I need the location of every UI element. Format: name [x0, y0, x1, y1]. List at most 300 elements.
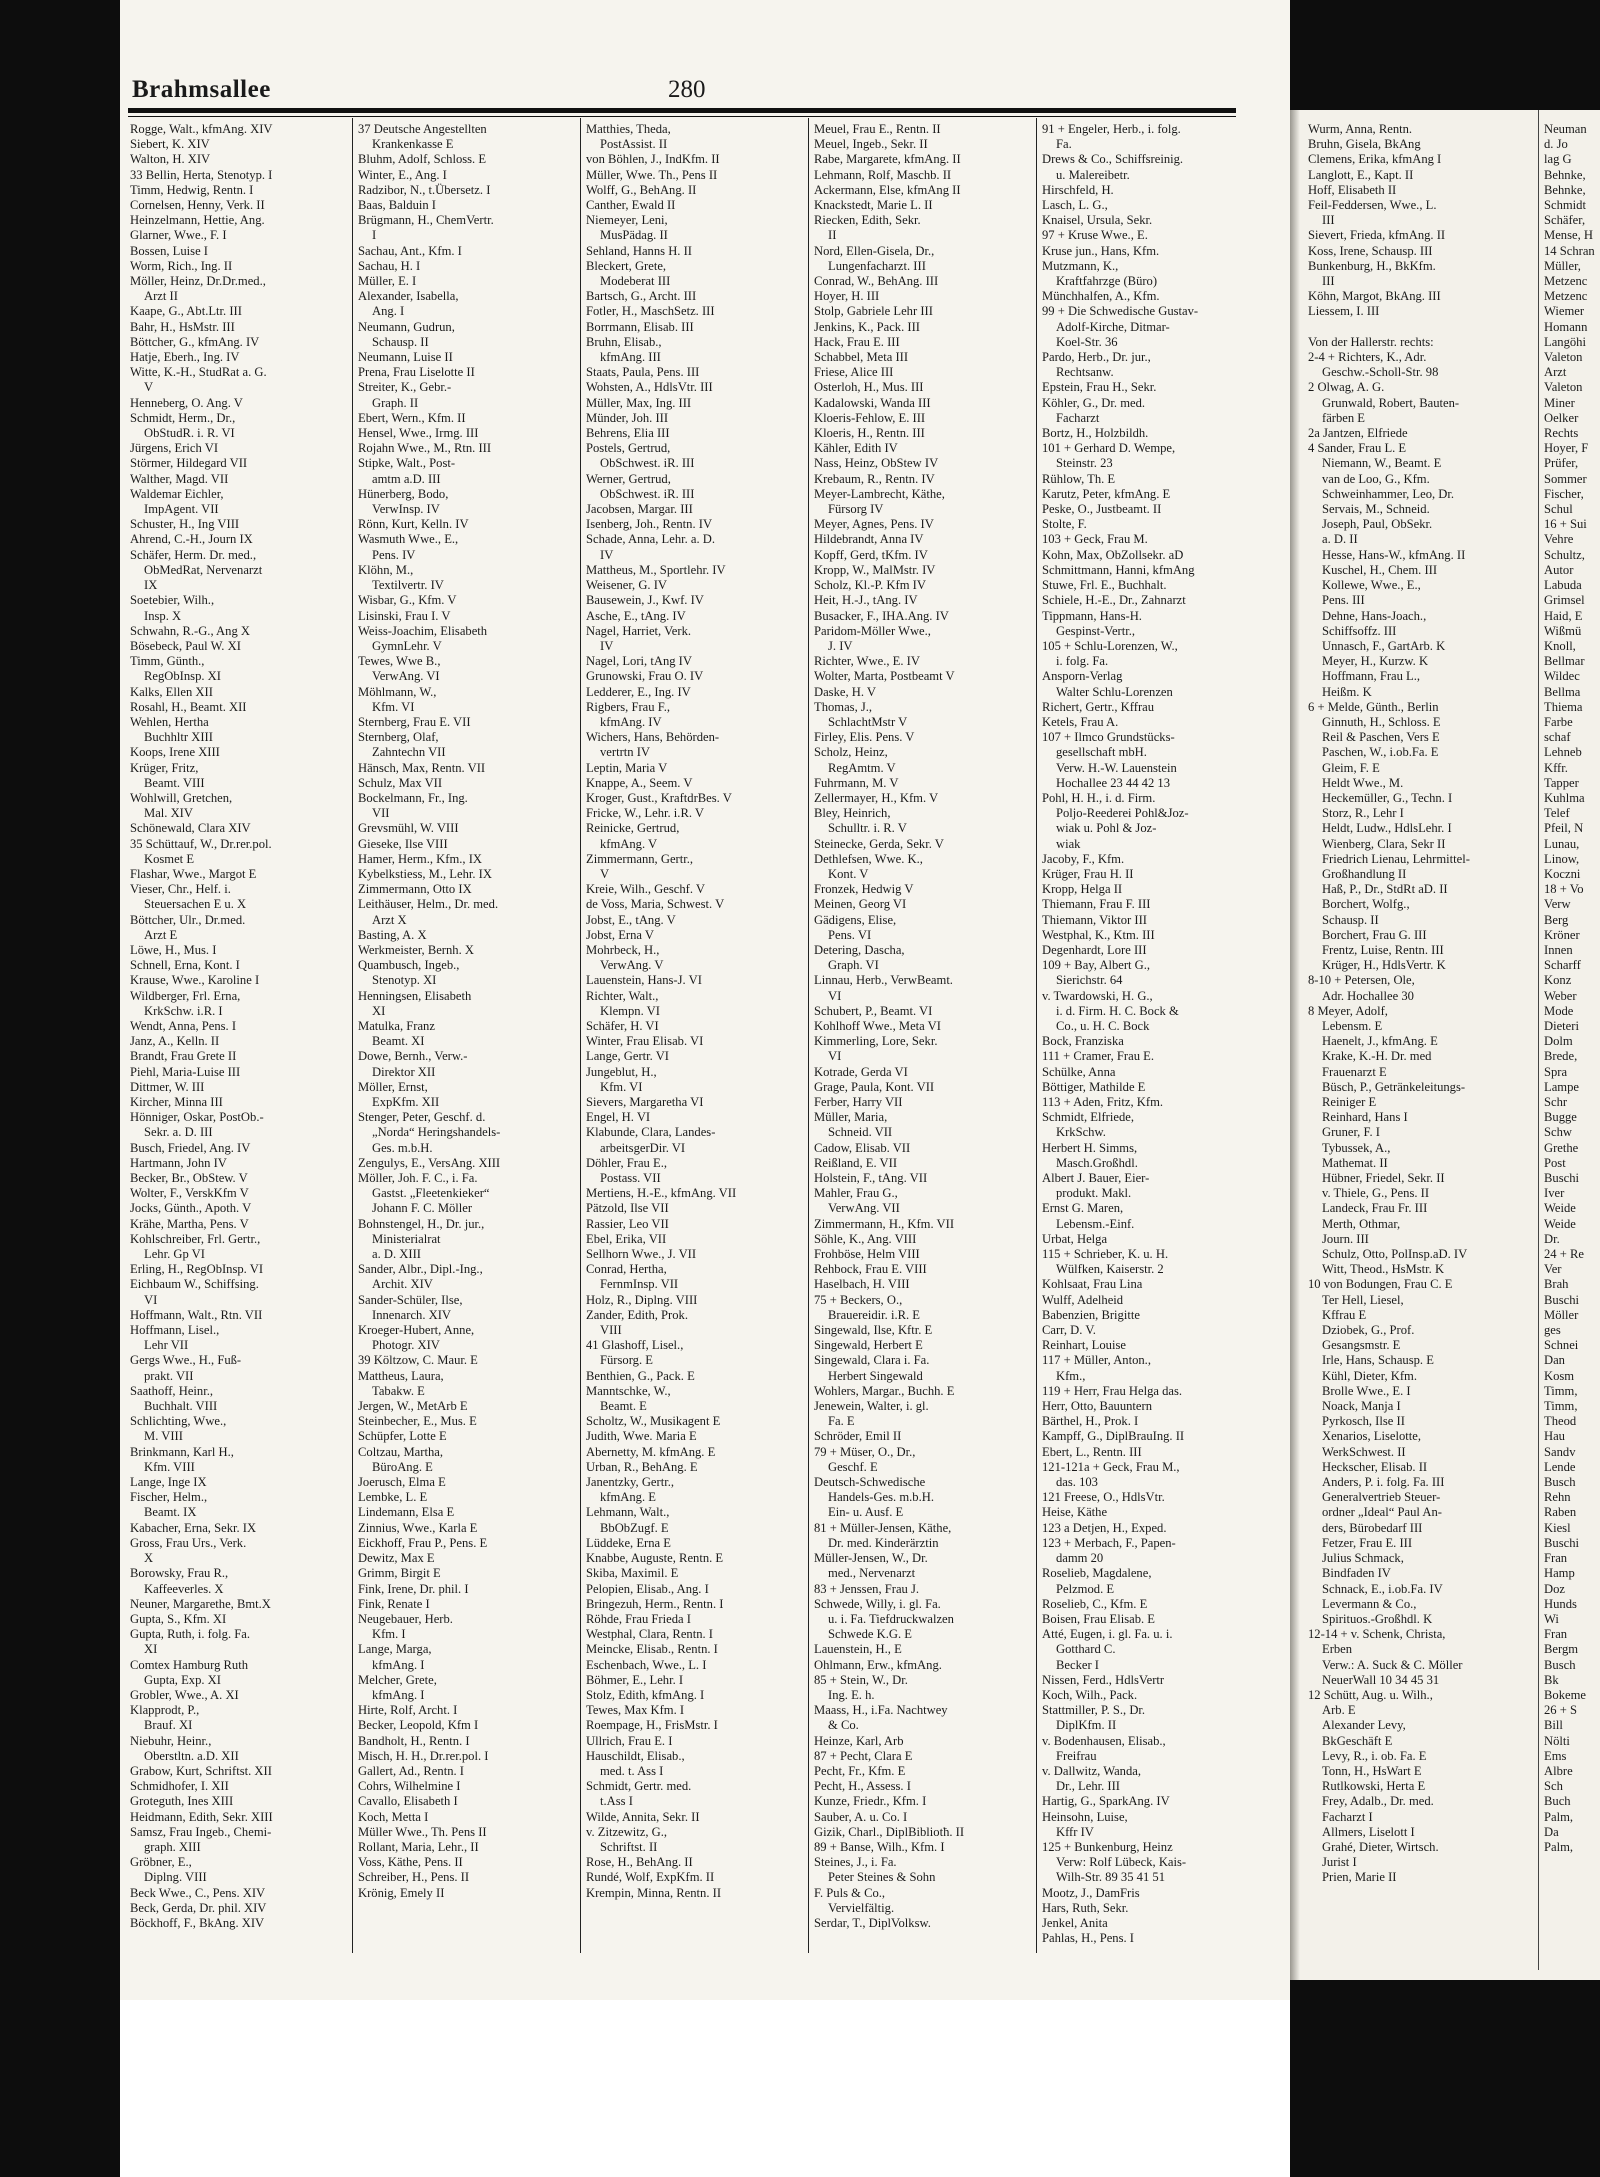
directory-entry: Schreiber, H., Pens. II [358, 1870, 470, 1885]
directory-entry: Levermann & Co., [1322, 1596, 1417, 1611]
directory-entry: Direktor XII [372, 1064, 436, 1079]
directory-entry: Herbert H. Simms, [1042, 1140, 1138, 1155]
directory-entry: Hirschfeld, H. [1042, 182, 1114, 197]
directory-entry: Kadalowski, Wanda III [814, 395, 931, 410]
directory-entry: Verw [1544, 897, 1571, 912]
directory-entry: V [600, 866, 610, 881]
directory-entry: Dittmer, W. III [130, 1079, 205, 1094]
directory-entry: Walther, Magd. VII [130, 471, 229, 486]
directory-entry: Grethe [1544, 1140, 1579, 1155]
directory-entry: Linow, [1544, 851, 1580, 866]
directory-entry: 85 + Stein, W., Dr. [814, 1672, 908, 1687]
directory-entry: Roselieb, Magdalene, [1042, 1566, 1152, 1581]
directory-entry: Tapper [1544, 775, 1579, 790]
directory-entry: 115 + Schrieber, K. u. H. [1042, 1247, 1169, 1262]
directory-entry: ObSchwest. iR. III [600, 486, 695, 501]
directory-entry: Benthien, G., Pack. E [586, 1368, 695, 1383]
directory-entry: Gallert, Ad., Rentn. I [358, 1763, 464, 1778]
directory-entry: Busch [1544, 1475, 1576, 1490]
directory-entry: v. Dallwitz, Wanda, [1042, 1763, 1142, 1778]
directory-entry: Behnke, [1544, 167, 1586, 182]
directory-entry: Münder, Joh. III [586, 410, 669, 425]
directory-entry: Alexander, Isabella, [358, 289, 459, 304]
directory-entry: Grahé, Dieter, Wirtsch. [1322, 1839, 1439, 1854]
directory-entry: Röhde, Frau Frieda I [586, 1611, 691, 1626]
directory-entry: Ebert, Wern., Kfm. II [358, 410, 466, 425]
directory-entry: Nord, Ellen-Gisela, Dr., [814, 243, 935, 258]
facing-page [1290, 110, 1600, 1980]
directory-entry: Schnack, E., i.ob.Fa. IV [1322, 1581, 1443, 1596]
directory-entry: Scholtz, W., Musikagent E [586, 1414, 721, 1429]
directory-entry: Ang. I [372, 304, 405, 319]
directory-entry: Rutlkowski, Herta E [1322, 1779, 1426, 1794]
directory-entry: Arzt [1544, 365, 1567, 380]
directory-entry: Hensel, Wwe., Irmg. III [358, 426, 479, 441]
directory-entry: Bindfaden IV [1322, 1566, 1391, 1581]
directory-entry: 111 + Cramer, Frau E. [1042, 1049, 1154, 1064]
directory-entry: Hoffmann, Walt., Rtn. VII [130, 1307, 263, 1322]
directory-entry: kfmAng. I [372, 1657, 425, 1672]
directory-entry: Wi [1544, 1611, 1559, 1626]
directory-entry: Schmidt, Elfriede, [1042, 1110, 1134, 1125]
directory-entry: Tybussek, A., [1322, 1140, 1391, 1155]
directory-entry: Waldemar Eichler, [130, 486, 224, 501]
directory-entry: Wichers, Hans, Behörden- [586, 730, 720, 745]
directory-entry: Graph. II [372, 395, 419, 410]
directory-entry: 117 + Müller, Anton., [1042, 1353, 1151, 1368]
directory-entry: Oelker [1544, 410, 1579, 425]
directory-entry: kfmAng. III [600, 350, 661, 365]
directory-entry: Kabacher, Erna, Sekr. IX [130, 1520, 257, 1535]
directory-entry: Jergen, W., MetArb E [358, 1399, 468, 1414]
directory-entry: Deutsch-Schwedische [814, 1475, 926, 1490]
directory-entry: Kotrade, Gerda VI [814, 1064, 908, 1079]
directory-entry: MusPädag. II [600, 228, 668, 243]
directory-entry: Jungeblut, H., [586, 1064, 657, 1079]
directory-entry: 113 + Aden, Fritz, Kfm. [1042, 1095, 1164, 1109]
directory-entry: Kloeris, H., Rentn. III [814, 426, 925, 441]
scan-border-left [0, 0, 120, 2177]
directory-entry: Johann F. C. Möller [372, 1201, 473, 1216]
directory-entry: v. Zitzewitz, G., [586, 1824, 668, 1839]
directory-entry: Schiffsoffz. III [1322, 623, 1397, 638]
directory-entry: Tonn, H., HsWart E [1322, 1763, 1422, 1778]
directory-entry: Ferber, Harry VII [814, 1095, 903, 1109]
directory-entry: Irle, Hans, Schausp. E [1322, 1353, 1434, 1368]
directory-entry: KrkSchw. i.R. I [144, 1003, 223, 1018]
directory-entry: Unnasch, F., GartArb. K [1322, 638, 1446, 653]
directory-entry: GymnLehr. V [372, 638, 442, 653]
directory-entry: Heinzelmann, Hettie, Ang. [130, 213, 265, 228]
directory-entry: Mattheus, M., Sportlehr. IV [586, 562, 726, 577]
directory-entry: Schäfer, [1544, 213, 1586, 228]
directory-entry: Urbat, Helga [1042, 1231, 1108, 1246]
directory-entry: Geschw.-Scholl-Str. 98 [1322, 365, 1439, 380]
directory-entry: Adr. Hochallee 30 [1322, 988, 1414, 1003]
directory-entry: Lebensm. E [1322, 1018, 1383, 1033]
directory-entry: Bahr, H., HsMstr. III [130, 319, 235, 334]
directory-entry: RegAmtm. V [828, 760, 896, 775]
directory-entry: Beamt. XI [372, 1034, 425, 1049]
directory-entry: Stenger, Peter, Geschf. d. [358, 1110, 486, 1125]
directory-entry: Böckhoff, F., BkAng. XIV [130, 1915, 265, 1930]
directory-entry: Schulz, Max VII [358, 775, 443, 790]
directory-entry: 18 + Vo [1544, 882, 1584, 897]
directory-entry: Hamp [1544, 1566, 1575, 1581]
directory-entry: 16 + Sui [1544, 517, 1587, 532]
directory-entry: Grimsel [1544, 593, 1585, 608]
directory-entry: Generalvertrieb Steuer- [1322, 1490, 1441, 1505]
directory-entry: Albert J. Bauer, Eier- [1042, 1171, 1150, 1186]
directory-entry: Westphal, K., Ktm. III [1042, 927, 1155, 942]
directory-entry: Cohrs, Wilhelmine I [358, 1779, 461, 1794]
directory-entry: Ver [1544, 1262, 1562, 1277]
directory-entry: Konz [1544, 973, 1572, 988]
directory-entry: Klabunde, Clara, Landes- [586, 1125, 716, 1140]
directory-entry: Da [1544, 1824, 1559, 1839]
directory-entry: Verw. H.-W. Lauenstein [1056, 760, 1177, 775]
directory-entry: Wurm, Anna, Rentn. [1308, 122, 1413, 136]
directory-entry: Levy, R., i. ob. Fa. E [1322, 1748, 1427, 1763]
directory-entry: Jacoby, F., Kfm. [1042, 851, 1125, 866]
directory-entry: Löwe, H., Mus. I [130, 942, 217, 957]
directory-entry: Becker I [1056, 1657, 1100, 1672]
directory-entry: das. 103 [1056, 1475, 1098, 1490]
directory-entry: Rabe, Margarete, kfmAng. II [814, 152, 961, 167]
facing-column-main [1308, 122, 1534, 1972]
directory-entry: Roselieb, C., Kfm. E [1042, 1596, 1148, 1611]
directory-entry: Neumann, Gudrun, [358, 319, 455, 334]
directory-entry: Raben [1544, 1505, 1577, 1520]
directory-entry: Sievers, Margaretha VI [586, 1095, 704, 1109]
directory-entry: prakt. VII [144, 1368, 194, 1383]
directory-entry: Pecht, H., Assess. I [814, 1779, 911, 1794]
directory-entry: Valeton [1544, 350, 1583, 365]
directory-entry: ObStudR. i. R. VI [144, 426, 235, 441]
directory-entry: Jurist I [1322, 1855, 1357, 1870]
directory-entry: Beamt. IX [144, 1505, 197, 1520]
directory-entry: Hochallee 23 44 42 13 [1056, 775, 1171, 790]
directory-entry: Busch [1544, 1657, 1576, 1672]
directory-entry: Drews & Co., Schiffsreinig. [1042, 152, 1184, 167]
directory-entry: Quambusch, Ingeb., [358, 958, 460, 973]
column-4 [814, 122, 1029, 1952]
directory-entry: Hoffmann, Lisel., [130, 1323, 220, 1338]
directory-entry: BbObZugf. E [600, 1520, 669, 1535]
directory-entry: Fran [1544, 1551, 1568, 1566]
directory-entry: a. D. XIII [372, 1247, 421, 1262]
directory-entry: 81 + Müller-Jensen, Käthe, [814, 1520, 952, 1535]
directory-entry: Kalks, Ellen XII [130, 684, 213, 699]
directory-entry: VI [828, 1049, 842, 1064]
directory-entry: Müller, [1544, 258, 1581, 273]
directory-entry: Kosm [1544, 1368, 1575, 1383]
directory-entry: Hartmann, John IV [130, 1155, 227, 1170]
directory-entry: Zimmermann, Otto IX [358, 882, 472, 897]
directory-entry: Lunau, [1544, 836, 1580, 851]
directory-entry: gesellschaft mbH. [1056, 745, 1147, 760]
directory-entry: Janentzky, Gertr., [586, 1475, 675, 1490]
directory-entry: Böttiger, Mathilde E [1042, 1079, 1146, 1094]
directory-entry: Skiba, Maximil. E [586, 1566, 679, 1581]
directory-entry: 87 + Pecht, Clara E [814, 1748, 913, 1763]
directory-entry: Reil & Paschen, Vers E [1322, 730, 1440, 745]
directory-entry: Lindemann, Elsa E [358, 1505, 455, 1520]
directory-entry: ObMedRat, Nervenarzt [144, 562, 263, 577]
directory-entry: Brede, [1544, 1049, 1578, 1064]
directory-entry: Leithäuser, Helm., Dr. med. [358, 897, 499, 912]
directory-entry: amtm a.D. III [372, 471, 441, 486]
directory-entry: Gupta, Ruth, i. folg. Fa. [130, 1627, 250, 1642]
directory-entry: Schmidt, Gertr. med. [586, 1779, 692, 1794]
directory-entry: Borchert, Wolfg., [1322, 897, 1410, 912]
directory-entry: lag G [1544, 152, 1572, 167]
directory-entry: Rundé, Wolf, ExpKfm. II [586, 1870, 715, 1885]
directory-entry: Heckscher, Elisab. II [1322, 1459, 1428, 1474]
directory-entry: Stolp, Gabriele Lehr III [814, 304, 933, 319]
directory-entry: Brolle Wwe., E. I [1322, 1383, 1411, 1398]
directory-entry: Fran [1544, 1627, 1568, 1642]
directory-entry: Hoyer, H. III [814, 289, 880, 304]
directory-entry: Heißm. K [1322, 684, 1372, 699]
directory-entry: Sellhorn Wwe., J. VII [586, 1247, 697, 1262]
directory-entry: Krüger, Frau H. II [1042, 866, 1134, 881]
directory-entry: Freifrau [1056, 1748, 1097, 1763]
directory-entry: Haselbach, H. VIII [814, 1277, 910, 1292]
directory-entry: 121 Freese, O., HdlsVtr. [1042, 1490, 1165, 1505]
directory-entry: Hartig, G., SparkAng. IV [1042, 1794, 1170, 1809]
directory-entry: RegObInsp. XI [144, 669, 221, 684]
directory-entry: Kuhlma [1544, 790, 1585, 805]
directory-entry: Haenelt, J., kfmAng. E [1322, 1034, 1438, 1049]
directory-entry: Gotthard C. [1056, 1642, 1116, 1657]
directory-entry: Labuda [1544, 578, 1582, 593]
directory-entry: Radzibor, N., t.Übersetz. I [358, 182, 491, 197]
directory-entry: Palm, [1544, 1809, 1574, 1824]
directory-entry: Pens. VI [828, 927, 872, 942]
directory-entry: ders, Bürobedarf III [1322, 1520, 1423, 1535]
directory-entry: Gupta, Exp. XI [144, 1672, 221, 1687]
directory-entry: Scharff [1544, 958, 1581, 973]
directory-entry: Kiesl [1544, 1520, 1571, 1535]
directory-entry: Jobst, Erna V [586, 927, 654, 942]
directory-entry: Krähe, Martha, Pens. V [130, 1216, 249, 1231]
directory-entry: Buschi [1544, 1292, 1579, 1307]
directory-entry: Kaape, G., Abt.Ltr. III [130, 304, 242, 319]
directory-entry: 12-14 + v. Schenk, Christa, [1308, 1627, 1446, 1642]
directory-entry: u. i. Fa. Tiefdruckwalzen [828, 1611, 954, 1626]
directory-entry: Fa. E [828, 1414, 855, 1429]
directory-entry: Gross, Frau Urs., Verk. [130, 1535, 247, 1550]
directory-entry: Rassier, Leo VII [586, 1216, 669, 1231]
directory-entry: Witt, Theod., HsMstr. K [1322, 1262, 1445, 1277]
directory-entry: Maass, H., i.Fa. Nachtwey [814, 1703, 948, 1718]
directory-entry: Müller, Wwe. Th., Pens II [586, 167, 718, 182]
directory-entry: Schäfer, H. VI [586, 1018, 659, 1033]
directory-entry: Dr. [1544, 1231, 1560, 1246]
directory-entry: V [144, 380, 154, 395]
directory-entry: Sternberg, Frau E. VII [358, 714, 471, 729]
directory-entry: Kampff, G., DiplBrauIng. II [1042, 1429, 1185, 1444]
directory-entry: Knackstedt, Marie L. II [814, 198, 933, 213]
directory-entry: Henningsen, Elisabeth [358, 988, 472, 1003]
directory-entry: 125 + Bunkenburg, Heinz [1042, 1839, 1173, 1854]
directory-entry: Photogr. XIV [372, 1338, 440, 1353]
directory-entry: Möller, Heinz, Dr.Dr.med., [130, 274, 266, 289]
directory-entry: Gesangsmstr. E [1322, 1338, 1401, 1353]
directory-entry: Berg [1544, 912, 1569, 927]
directory-entry: Kffrau E [1322, 1307, 1367, 1322]
directory-entry: Thiemann, Viktor III [1042, 912, 1147, 927]
directory-entry: Pätzold, Ilse VII [586, 1201, 669, 1216]
directory-entry: Fronzek, Hedwig V [814, 882, 914, 897]
directory-entry: Sommer [1544, 471, 1587, 486]
directory-entry: d. Jo [1544, 137, 1568, 152]
directory-entry: Schmittmann, Hanni, kfmAng [1042, 562, 1195, 577]
directory-entry: Bellmar [1544, 654, 1585, 669]
directory-entry: 121-121a + Geck, Frau M., [1042, 1459, 1180, 1474]
directory-entry: Hunds [1544, 1596, 1577, 1611]
directory-entry: Meyer-Lambrecht, Käthe, [814, 486, 945, 501]
directory-entry: a. D. II [1322, 532, 1358, 547]
directory-entry: 119 + Herr, Frau Helga das. [1042, 1383, 1183, 1398]
directory-entry: Sachau, Ant., Kfm. I [358, 243, 462, 258]
directory-entry: Ing. E. h. [828, 1687, 875, 1702]
directory-entry: Schiele, H.-E., Dr., Zahnarzt [1042, 593, 1186, 608]
directory-entry: Niemann, W., Beamt. E [1322, 456, 1442, 471]
directory-entry: Nissen, Ferd., HdlsVertr [1042, 1672, 1165, 1687]
directory-entry: Serdar, T., DiplVolksw. [814, 1915, 931, 1930]
directory-entry: 8-10 + Petersen, Ole, [1308, 973, 1415, 988]
directory-entry: ges [1544, 1323, 1561, 1338]
directory-entry: Grimm, Birgit E [358, 1566, 441, 1581]
directory-entry: Grunowski, Frau O. IV [586, 669, 704, 684]
directory-entry: Journ. III [1322, 1231, 1369, 1246]
directory-entry: Telef [1544, 806, 1570, 821]
directory-entry: Schulz, Otto, PolInsp.aD. IV [1322, 1247, 1468, 1262]
directory-entry: Friese, Alice III [814, 365, 894, 380]
directory-entry: Kfm. I [372, 1627, 406, 1642]
directory-entry: DiplKfm. II [1056, 1718, 1117, 1733]
directory-entry: Kunze, Friedr., Kfm. I [814, 1794, 927, 1809]
directory-entry: Steinstr. 23 [1056, 456, 1113, 471]
directory-entry: graph. XIII [144, 1839, 201, 1854]
directory-entry: Gastst. „Fleetenkieker“ [372, 1186, 490, 1201]
directory-entry: Homann [1544, 319, 1588, 334]
directory-entry: FernmInsp. VII [600, 1277, 679, 1292]
directory-entry: Kühl, Dieter, Kfm. [1322, 1368, 1417, 1383]
directory-entry: Lasch, L. G., [1042, 198, 1108, 213]
directory-entry: Hildebrandt, Anna IV [814, 532, 924, 547]
directory-entry: Handels-Ges. m.b.H. [828, 1490, 934, 1505]
directory-entry: Bruhn, Elisab., [586, 334, 662, 349]
directory-entry: Roempage, H., FrisMstr. I [586, 1718, 718, 1733]
directory-entry: Mahler, Frau G., [814, 1186, 898, 1201]
directory-entry: Erben [1322, 1642, 1353, 1657]
directory-entry: Paschen, W., i.ob.Fa. E [1322, 745, 1439, 760]
directory-entry: Samsz, Frau Ingeb., Chemi- [130, 1824, 272, 1839]
directory-entry: Tewes, Max Kfm. I [586, 1703, 685, 1718]
directory-entry: J. IV [828, 638, 853, 653]
directory-entry: Becker, Br., ObStew. V [130, 1171, 248, 1186]
directory-entry: Steinbecher, E., Mus. E [358, 1414, 477, 1429]
directory-entry: Müller, E. I [358, 274, 417, 289]
directory-entry: Merth, Othmar, [1322, 1216, 1401, 1231]
directory-entry: Autor [1544, 562, 1574, 577]
directory-entry: Pens. III [1322, 593, 1365, 608]
directory-entry: Metzenc [1544, 274, 1588, 289]
directory-entry: ExpKfm. XII [372, 1095, 440, 1109]
directory-entry: Lauenstein, H., E [814, 1642, 902, 1657]
directory-entry: Heise, Käthe [1042, 1505, 1108, 1520]
directory-entry: Theod [1544, 1414, 1577, 1429]
directory-entry: damm 20 [1056, 1551, 1104, 1566]
directory-entry: Rosahl, H., Beamt. XII [130, 699, 247, 714]
directory-entry: Schlichting, Wwe., [130, 1414, 227, 1429]
directory-entry: Liessem, I. III [1308, 304, 1380, 319]
directory-entry: Thiemann, Frau F. III [1042, 897, 1151, 912]
directory-entry: Meincke, Elisab., Rentn. I [586, 1642, 718, 1657]
directory-entry: Hars, Ruth, Sekr. [1042, 1900, 1129, 1915]
directory-entry: Grage, Paula, Kont. VII [814, 1079, 935, 1094]
directory-entry: Lange, Marga, [358, 1642, 432, 1657]
directory-entry: 2-4 + Richters, K., Adr. [1308, 350, 1427, 365]
directory-entry: t.Ass I [600, 1794, 633, 1809]
directory-entry: Buschi [1544, 1535, 1579, 1550]
directory-entry: Steuersachen E u. X [144, 897, 247, 912]
directory-entry: Hänsch, Max, Rentn. VII [358, 760, 486, 775]
directory-entry: Vehre [1544, 532, 1574, 547]
directory-entry: 107 + Ilmco Grundstücks- [1042, 730, 1175, 745]
directory-entry: Pecht, Fr., Kfm. E [814, 1763, 906, 1778]
directory-entry: 89 + Banse, Wilh., Kfm. I [814, 1839, 945, 1854]
directory-entry: Böttcher, Ulr., Dr.med. [130, 912, 246, 927]
directory-entry: Frentz, Luise, Rentn. III [1322, 942, 1444, 957]
directory-entry: Zimmermann, H., Kfm. VII [814, 1216, 955, 1231]
directory-entry: Sehland, Hanns H. II [586, 243, 692, 258]
directory-entry: med. t. Ass I [600, 1763, 664, 1778]
directory-entry: Allmers, Liselott I [1322, 1824, 1415, 1839]
directory-entry: Henneberg, O. Ang. V [130, 395, 243, 410]
directory-entry: Schülke, Anna [1042, 1064, 1116, 1079]
directory-entry: Worm, Rich., Ing. II [130, 258, 233, 273]
directory-entry: Grevsmühl, W. VIII [358, 821, 459, 836]
directory-entry: VIII [600, 1323, 622, 1338]
directory-entry: Tippmann, Hans-H. [1042, 608, 1142, 623]
directory-entry: Thomas, J., [814, 699, 873, 714]
directory-entry: Schwede K.G. E [828, 1627, 912, 1642]
directory-entry: Schul [1544, 502, 1573, 517]
directory-entry: Piehl, Maria-Luise III [130, 1064, 241, 1079]
directory-entry: Wehlen, Hertha [130, 714, 209, 729]
directory-entry: Erling, H., RegObInsp. VI [130, 1262, 264, 1277]
directory-entry: Westphal, Clara, Rentn. I [586, 1627, 713, 1642]
directory-entry: Sternberg, Olaf, [358, 730, 439, 745]
directory-entry: Jenewein, Walter, i. gl. [814, 1399, 929, 1414]
directory-entry: Ullrich, Frau E. I [586, 1733, 673, 1748]
directory-entry: Degenhardt, Lore III [1042, 942, 1147, 957]
directory-entry: Conrad, W., BehAng. III [814, 274, 939, 289]
directory-entry: Schausp. II [372, 334, 429, 349]
directory-entry: 6 + Melde, Günth., Berlin [1308, 699, 1439, 714]
page-number: 280 [668, 76, 706, 103]
directory-entry: Becker, Leopold, Kfm I [358, 1718, 479, 1733]
directory-entry: Sandv [1544, 1444, 1576, 1459]
directory-entry: Rechtsanw. [1056, 365, 1114, 380]
directory-entry: Lange, Gertr. VI [586, 1049, 669, 1064]
directory-entry: & Co. [828, 1718, 859, 1733]
directory-entry: Schneid. VII [828, 1125, 893, 1140]
